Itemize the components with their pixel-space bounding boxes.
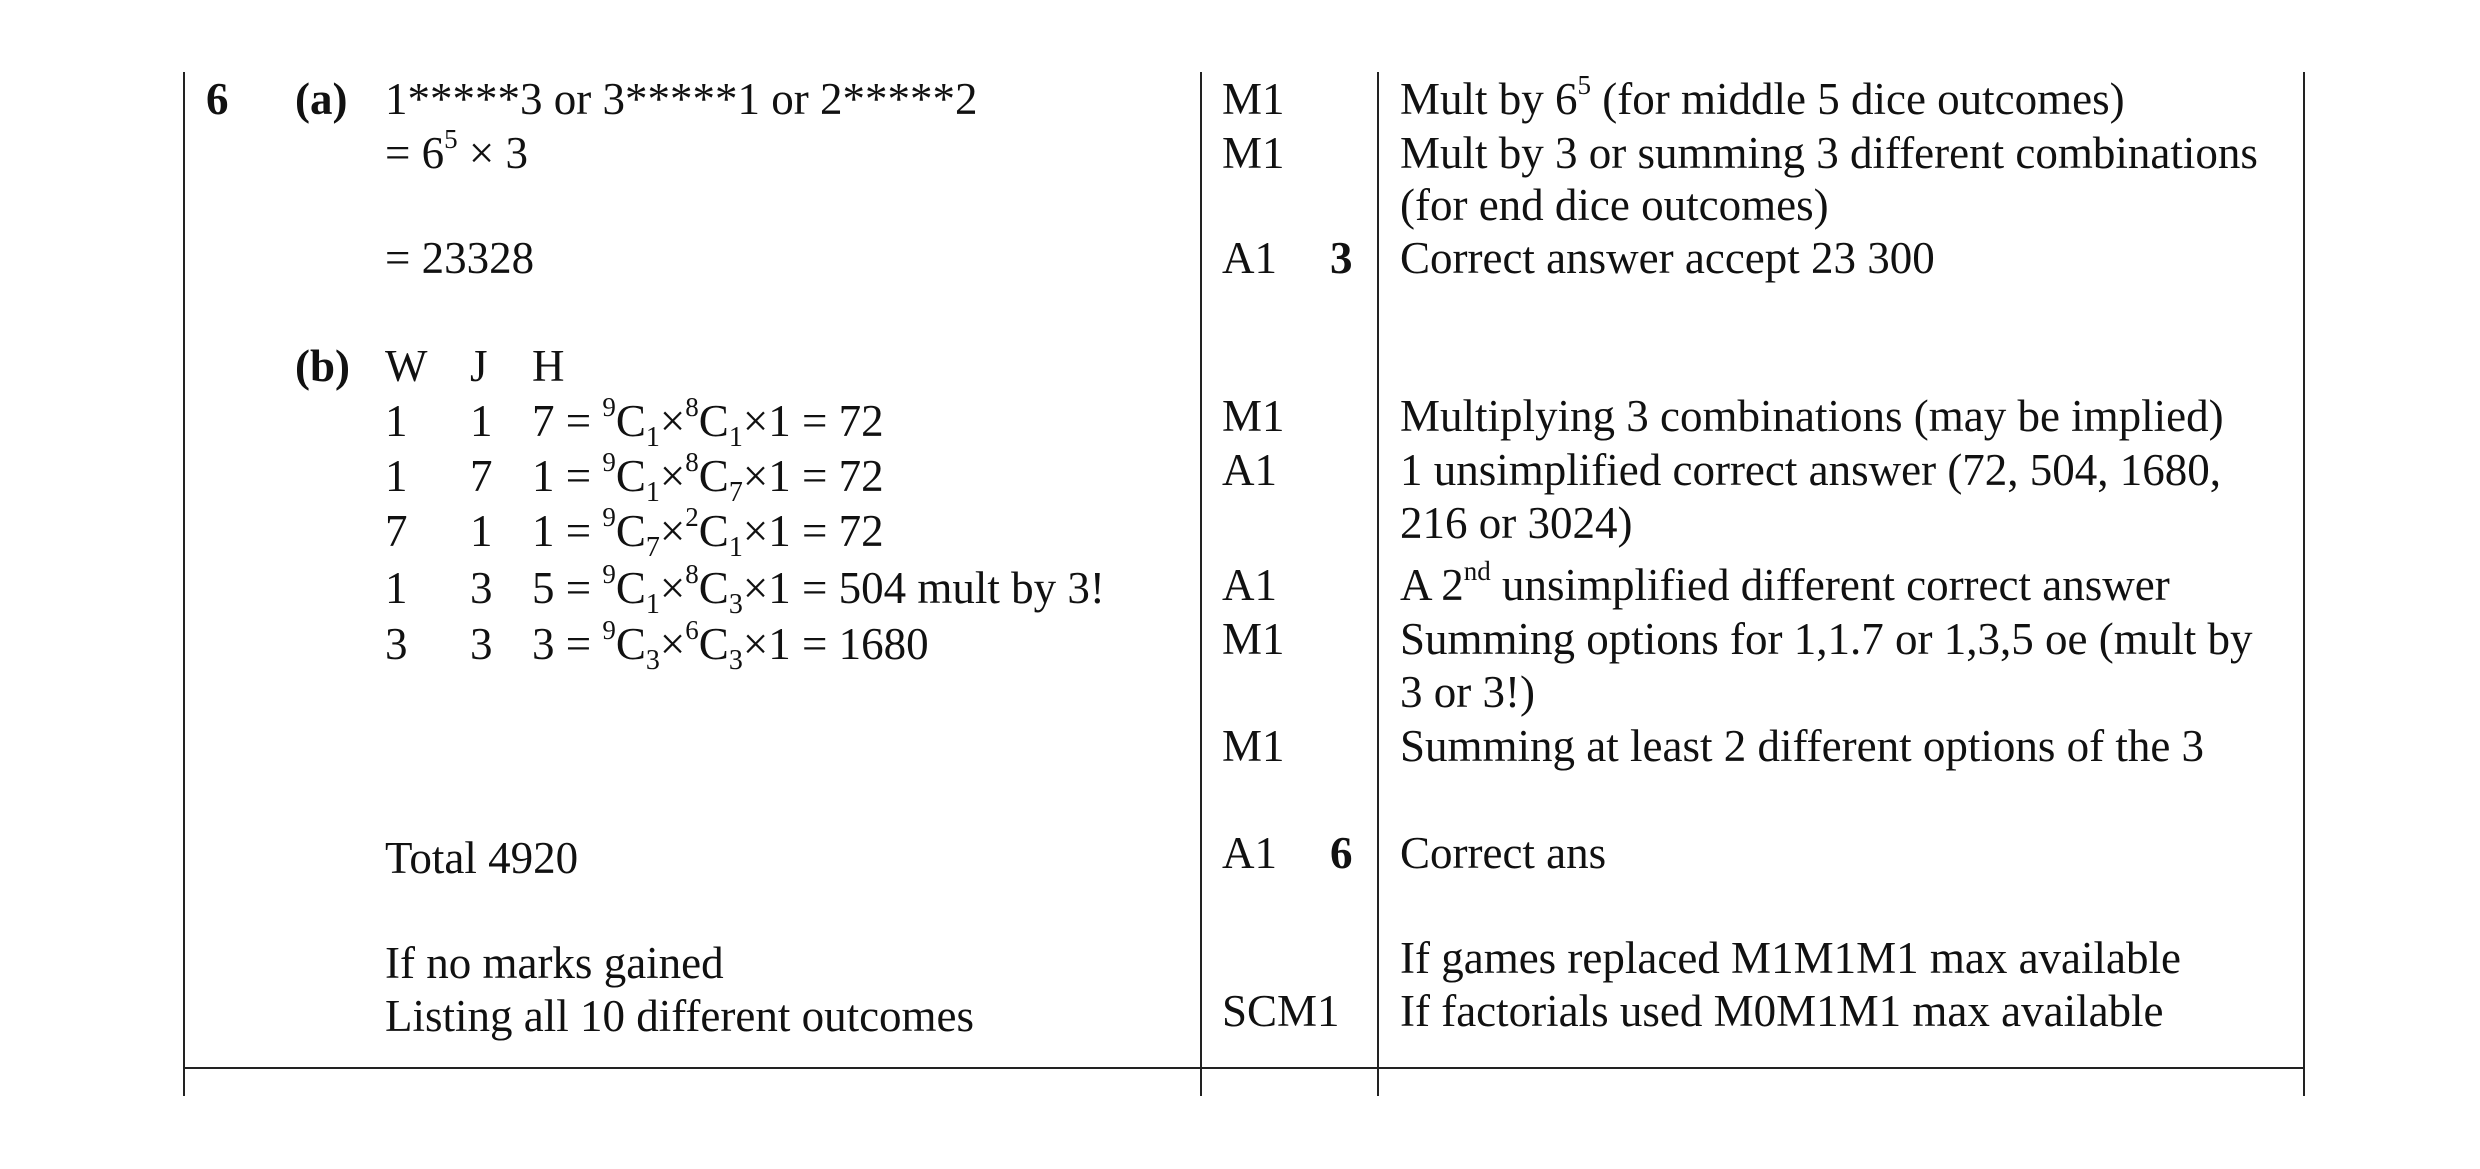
row-3-j: 1 (470, 506, 493, 556)
header-h: H (532, 341, 565, 391)
part-a-note-1-text: Mult by 6 (1400, 74, 1578, 124)
part-a-note-1-rest: (for middle 5 dice outcomes) (1591, 74, 2125, 124)
row-1-j: 1 (470, 396, 493, 446)
row-1-c1: C (615, 396, 646, 446)
row-3-formula (532, 502, 884, 563)
row-4-j: 3 (470, 563, 493, 613)
part-b-note-2-cont: 216 or 3024) (1400, 498, 1633, 548)
part-a-label: (a) (295, 74, 348, 124)
row-3-tail: ×1 = 72 (742, 506, 884, 556)
row-2-formula (532, 447, 884, 508)
row-2-n1: 9 (602, 447, 616, 477)
row-5-j: 3 (470, 619, 493, 669)
part-b-mark-1-code: M1 (1222, 391, 1285, 441)
part-a-line-1: 1*****3 or 3*****1 or 2*****2 (385, 74, 978, 124)
part-b-total: Total 4920 (385, 833, 579, 883)
part-a-mark-3-code: A1 (1222, 233, 1277, 283)
part-b-mark-8-code: SCM1 (1222, 986, 1340, 1036)
part-a-line-2-exponent: 5 (444, 124, 458, 154)
row-2-s1: 1 (645, 477, 660, 508)
part-b-mark-2-code: A1 (1222, 445, 1277, 495)
row-2-w: 1 (385, 451, 408, 501)
row-4-n2: 8 (685, 559, 699, 589)
row-5-s2: 3 (728, 645, 743, 676)
row-1-eq: = (565, 396, 603, 446)
row-5-n2: 6 (685, 615, 699, 645)
row-4-n1: 9 (602, 559, 616, 589)
row-5-c2: C (698, 619, 729, 669)
row-1-formula (532, 392, 884, 453)
row-5-c1: C (615, 619, 646, 669)
row-3-x1: × (659, 506, 686, 556)
row-4-s1: 1 (645, 589, 660, 620)
part-a-line-3: = 23328 (385, 233, 535, 283)
row-1-n2: 8 (685, 392, 699, 422)
row-3-n1: 9 (602, 502, 616, 532)
row-4-formula (532, 559, 1105, 620)
part-b-note-3 (1400, 556, 2170, 611)
part-b-label: (b) (295, 341, 350, 391)
table-border-right (2303, 72, 2305, 1096)
row-3-eq: = (565, 506, 603, 556)
row-2-x1: × (659, 451, 686, 501)
row-4-x1: × (659, 563, 686, 613)
row-3-h: 1 (532, 506, 555, 556)
part-a-note-1-exponent: 5 (1577, 70, 1592, 100)
row-2-tail: ×1 = 72 (742, 451, 884, 501)
row-5-tail: ×1 = 1680 (742, 619, 929, 669)
row-1-n1: 9 (602, 392, 616, 422)
header-w: W (385, 341, 428, 391)
part-a-line-2 (385, 124, 529, 179)
row-3-w: 7 (385, 506, 408, 556)
column-divider-notes (1377, 72, 1379, 1096)
row-5-w: 3 (385, 619, 408, 669)
part-a-mark-2-code: M1 (1222, 128, 1285, 178)
row-4-tail: ×1 = 504 mult by 3! (742, 563, 1105, 613)
row-1-w: 1 (385, 396, 408, 446)
row-2-eq: = (565, 451, 603, 501)
row-5-n1: 9 (602, 615, 616, 645)
row-1-s2: 1 (728, 422, 743, 453)
table-border-left (183, 72, 185, 1096)
row-5-formula (532, 615, 929, 676)
column-divider-marks (1200, 72, 1202, 1096)
part-a-line-2-rest: × 3 (457, 128, 529, 178)
row-2-h: 1 (532, 451, 555, 501)
part-b-no-marks-1: If no marks gained (385, 938, 724, 988)
part-b-note-5: Summing at least 2 different options of the 3 (1400, 721, 2205, 771)
part-b-note-8: If factorials used M0M1M1 max available (1400, 986, 2164, 1036)
row-2-n2: 8 (685, 447, 699, 477)
part-b-note-4: Summing options for 1,1.7 or 1,3,5 oe (mult by (1400, 614, 2253, 664)
row-divider (183, 1067, 2305, 1069)
row-3-c1: C (615, 506, 646, 556)
row-2-s2: 7 (728, 477, 743, 508)
part-b-note-3-sup: nd (1463, 556, 1491, 586)
row-5-x1: × (659, 619, 686, 669)
part-a-note-2-cont: (for end dice outcomes) (1400, 180, 1829, 230)
row-2-j: 7 (470, 451, 493, 501)
header-j: J (470, 341, 488, 391)
row-4-c1: C (615, 563, 646, 613)
part-b-note-3-b: unsimplified different correct answer (1490, 560, 2170, 610)
row-5-s1: 3 (645, 645, 660, 676)
row-4-w: 1 (385, 563, 408, 613)
part-b-note-7: If games replaced M1M1M1 max available (1400, 933, 2181, 983)
row-1-s1: 1 (645, 422, 660, 453)
part-a-total-marks: 3 (1330, 233, 1353, 283)
row-5-h: 3 (532, 619, 555, 669)
part-b-note-4-cont: 3 or 3!) (1400, 667, 1535, 717)
question-number: 6 (206, 74, 229, 124)
row-1-c2: C (698, 396, 729, 446)
part-b-note-2: 1 unsimplified correct answer (72, 504, 1680, (1400, 445, 2222, 495)
row-1-h: 7 (532, 396, 555, 446)
row-3-s2: 1 (728, 532, 743, 563)
row-3-s1: 7 (645, 532, 660, 563)
part-b-mark-3-code: A1 (1222, 560, 1277, 610)
part-a-line-2-base: = 6 (385, 128, 445, 178)
row-2-c2: C (698, 451, 729, 501)
row-3-n2: 2 (685, 502, 699, 532)
part-a-mark-1-code: M1 (1222, 74, 1285, 124)
row-3-c2: C (698, 506, 729, 556)
part-a-note-3: Correct answer accept 23 300 (1400, 233, 1935, 283)
part-b-note-1: Multiplying 3 combinations (may be implied) (1400, 391, 2224, 441)
part-b-mark-6-code: A1 (1222, 828, 1277, 878)
part-b-no-marks-2: Listing all 10 different outcomes (385, 991, 975, 1041)
row-4-h: 5 (532, 563, 555, 613)
row-5-eq: = (565, 619, 603, 669)
row-2-c1: C (615, 451, 646, 501)
part-b-note-3-a: A 2 (1400, 560, 1464, 610)
part-b-mark-4-code: M1 (1222, 614, 1285, 664)
part-b-mark-5-code: M1 (1222, 721, 1285, 771)
row-4-c2: C (698, 563, 729, 613)
part-a-note-2: Mult by 3 or summing 3 different combinations (1400, 128, 2258, 178)
row-4-eq: = (565, 563, 603, 613)
row-1-tail: ×1 = 72 (742, 396, 884, 446)
row-4-s2: 3 (728, 589, 743, 620)
part-a-note-1 (1400, 70, 2125, 125)
part-b-total-marks: 6 (1330, 828, 1353, 878)
part-b-note-6: Correct ans (1400, 828, 1607, 878)
row-1-x1: × (659, 396, 686, 446)
